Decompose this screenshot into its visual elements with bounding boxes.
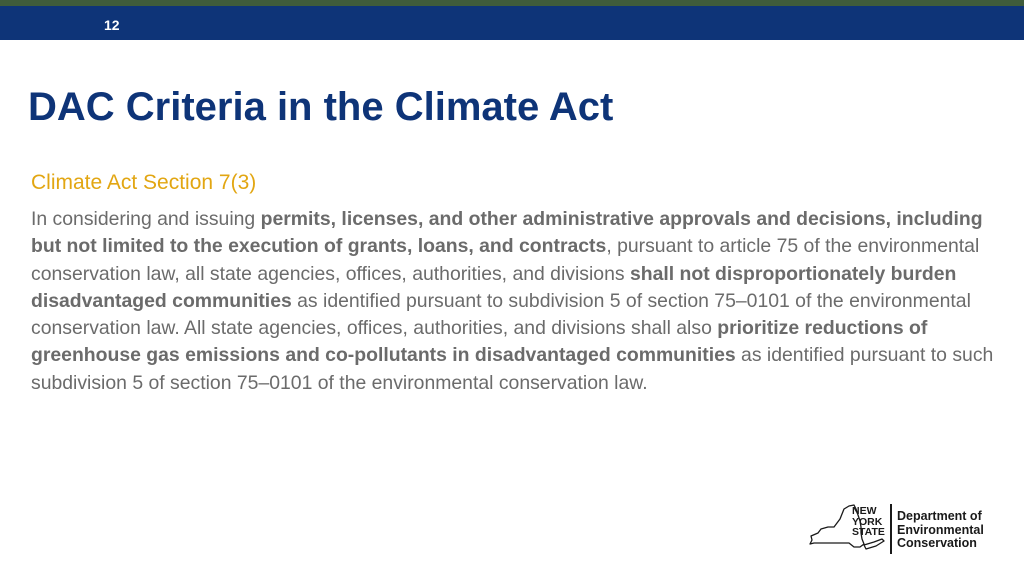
body-paragraph [31, 206, 999, 397]
body-segment-bold: prioritize reductions of greenhouse gas emissions and co-pollutants in disadvantaged communities [31, 317, 928, 367]
header-band [0, 6, 1024, 40]
body-segment-bold: permits, licenses, and other administrative approvals and decisions, including but not limited to the execution of grants, loans, and contracts [31, 208, 983, 258]
logo-dept-line: Environmental [897, 522, 984, 537]
logo-state-line: STATE [852, 526, 885, 538]
logo-state-line: YORK [852, 515, 883, 528]
body-segment-bold: shall not disproportionately burden disadvantaged communities [31, 262, 957, 312]
slide-title: DAC Criteria in the Climate Act [28, 85, 614, 129]
logo-dept-line: Conservation [897, 536, 977, 550]
body-segment: In considering and issuing [31, 208, 261, 230]
body-segment: as identified pursuant to subdivision 5 of section 75–0101 of the environmental conservation law. All state agencies, offices, authorities, and divisions shall also [31, 289, 971, 340]
logo-department-name [897, 510, 984, 551]
logo-state-line: NEW [852, 505, 877, 517]
body-segment: , pursuant to article 75 of the environmental conservation law, all state agencies, offices, authorities, and divisions [31, 235, 980, 285]
logo-dept-line: Department of [897, 509, 982, 523]
logo-divider [890, 504, 892, 554]
slide-number: 12 [104, 17, 120, 33]
logo-state-name [852, 506, 885, 538]
nys-dec-logo [808, 500, 988, 558]
slide-subtitle: Climate Act Section 7(3) [31, 171, 257, 194]
body-segment: as identified pursuant to such subdivision 5 of section 75–0101 of the environmental conservation law. [31, 344, 994, 394]
